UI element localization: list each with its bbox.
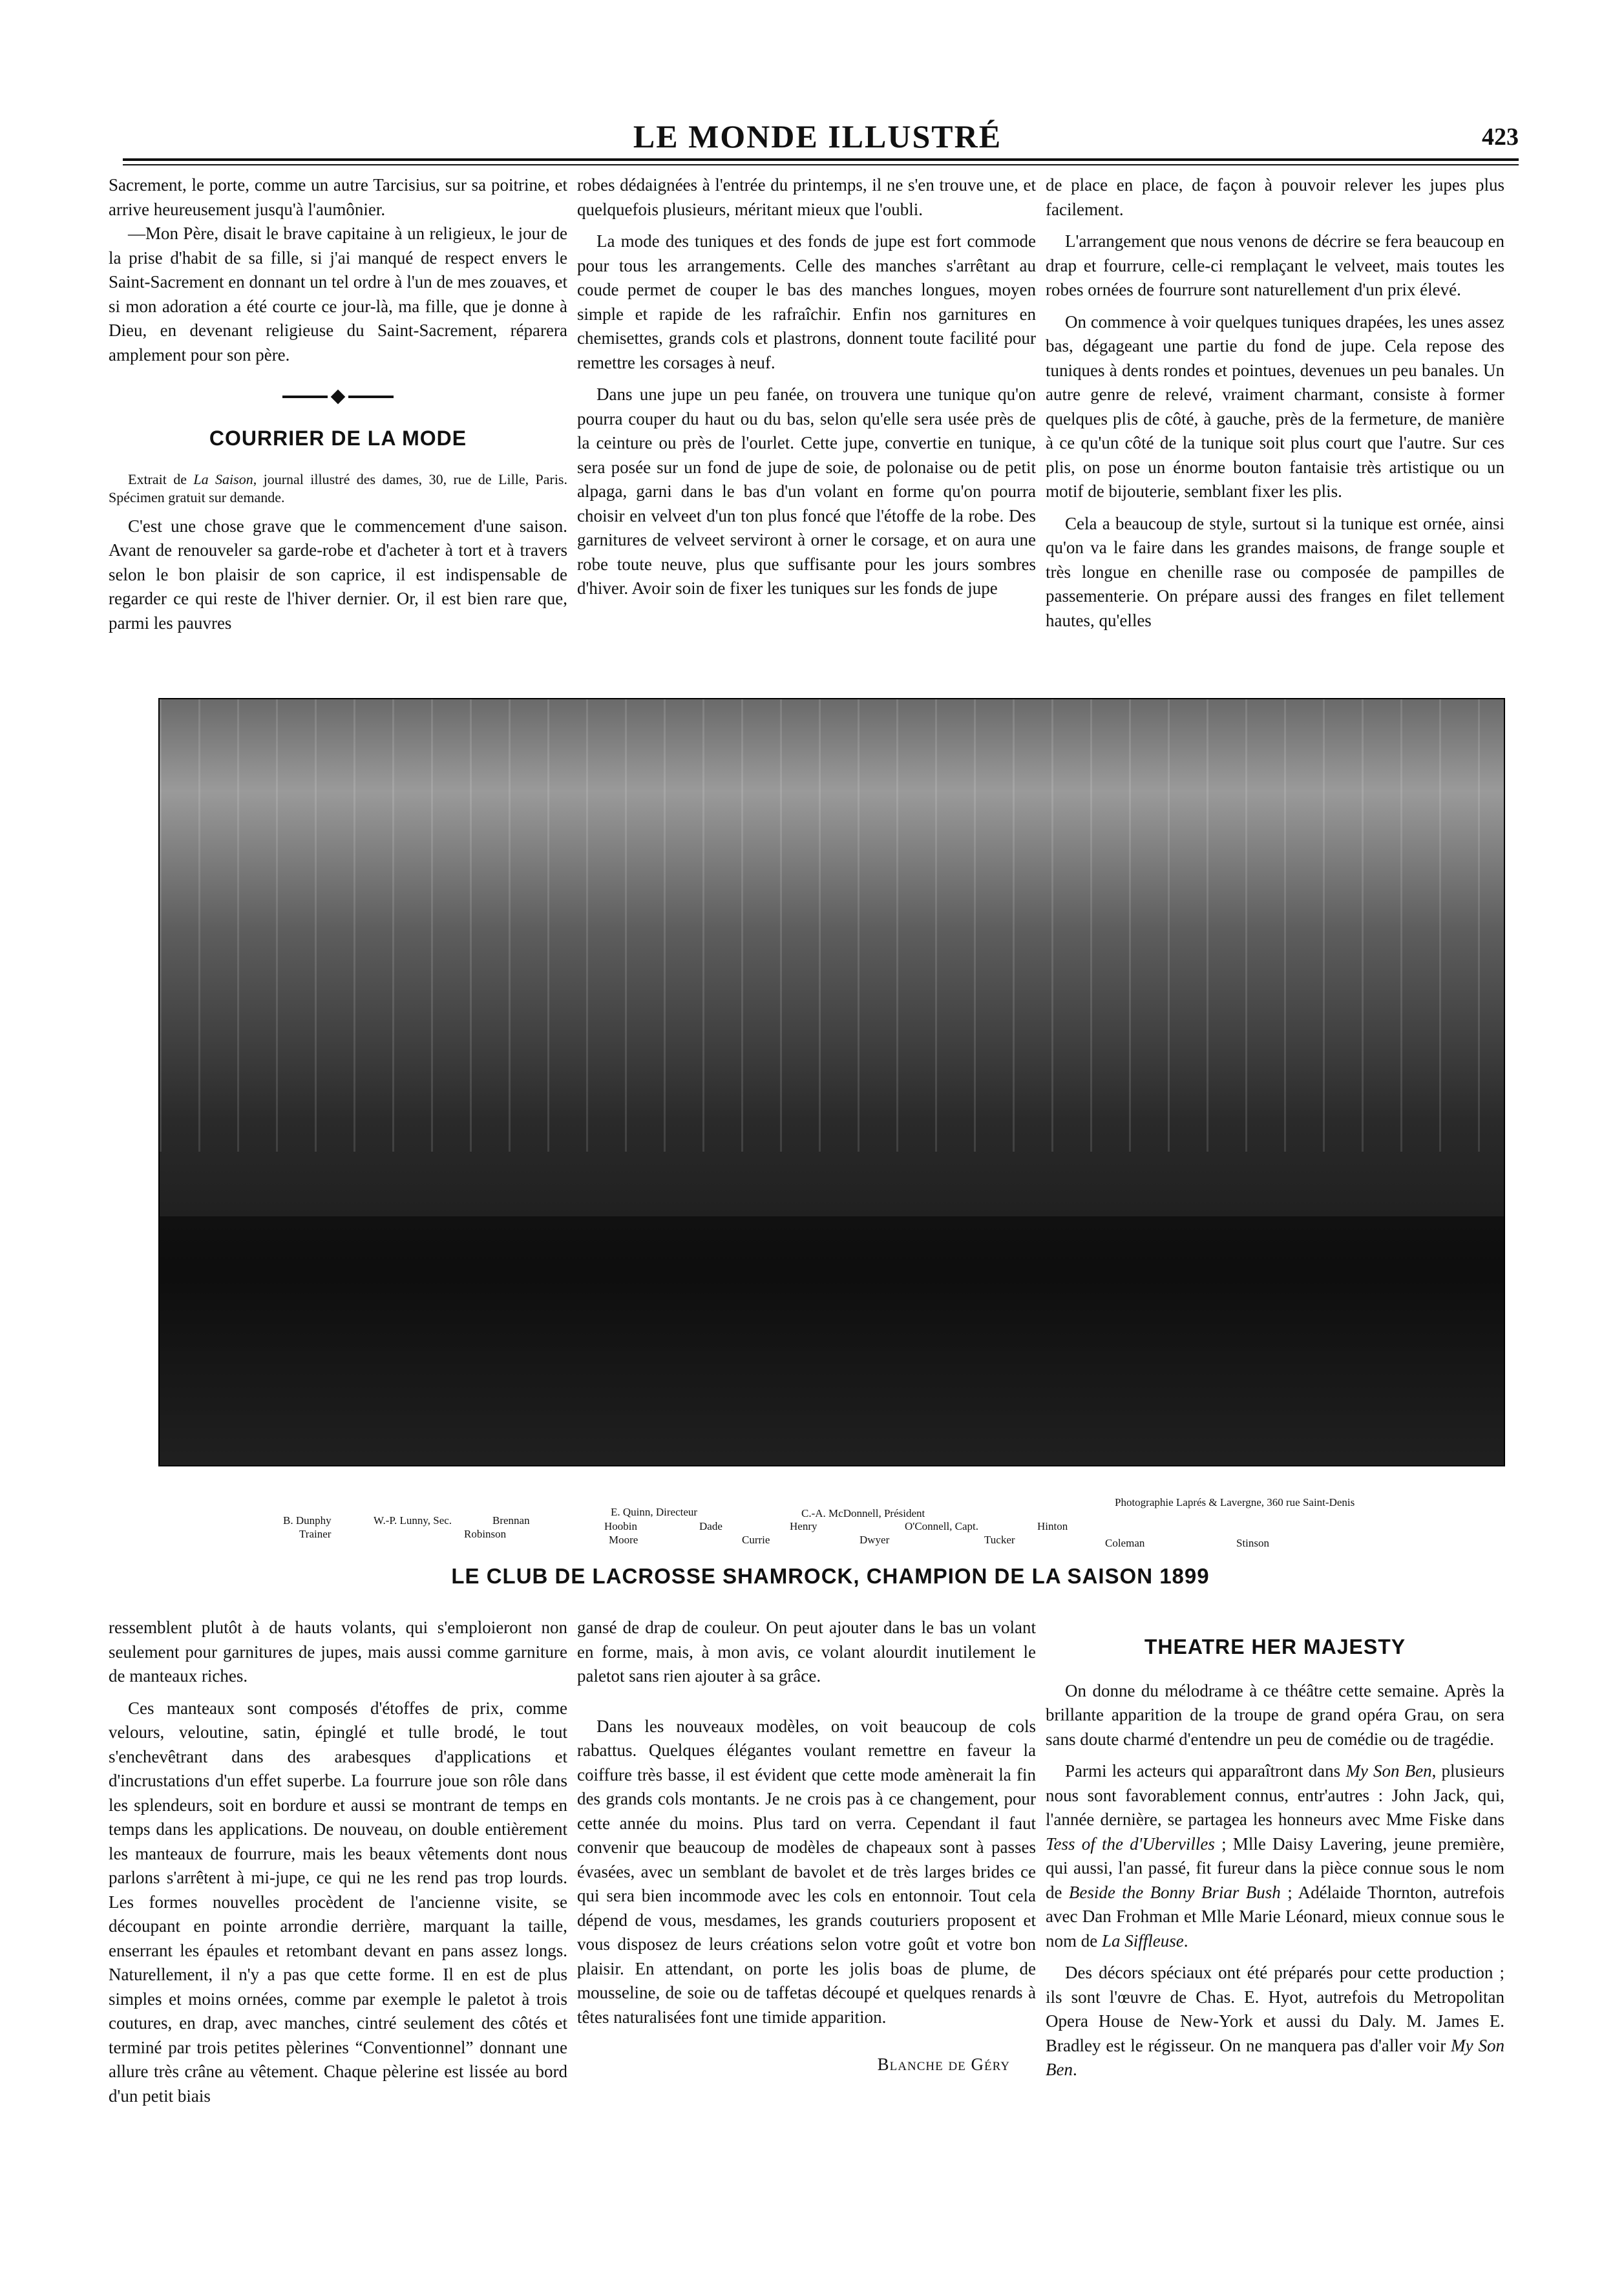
caption-name: E. Quinn, Directeur — [611, 1506, 698, 1518]
courrier-title: COURRIER DE LA MODE — [209, 427, 467, 450]
paragraph: Parmi les acteurs qui apparaîtront dans My Son Ben, plusieurs nous sont favorablement connus, entr'autres : John Jack, qui, l'année dernière, se partagea les honneurs avec Mme Fiske dans Tess of the d'Ubervilles ; Mlle Daisy Lavering, jeune première, qui aussi, l'an passé, fit fureur dans la pièce connue sous le nom de Beside the Bonny Briar Bush ; Adélaide Thornton, autrefois avec Dan Frohman et Mlle Marie Léonard, mieux connue sous le nom de La Siffleuse. — [1046, 1761, 1505, 1951]
caption-name: Robinson — [464, 1528, 507, 1540]
paragraph: Cela a beaucoup de style, surtout si la tunique est ornée, ainsi qu'on va le faire dans les grandes maisons, de frange souple et très longue en chenille rase ou composée de pampilles de passementerie. On prépare aussi des franges en filet tellement hautes, qu'elles — [1046, 513, 1504, 630]
masthead: LE MONDE ILLUSTRÉ — [633, 118, 1002, 154]
caption-name: O'Connell, Capt. — [905, 1520, 979, 1532]
caption-name: Hoobin — [604, 1520, 637, 1532]
header-rule — [123, 158, 1519, 161]
caption-name: Dade — [699, 1520, 722, 1532]
paragraph: On donne du mélodrame à ce théâtre cette semaine. Après la brillante apparition de la troupe de grand opéra Grau, on sera sans doute charmé d'entendre un peu de comédie ou de tragédie. — [1046, 1680, 1504, 1749]
caption-name: Henry — [790, 1520, 817, 1532]
theatre-title: THEATRE HER MAJESTY — [1144, 1635, 1406, 1658]
caption-name: B. Dunphy — [283, 1514, 332, 1527]
header-rule-thin — [123, 164, 1519, 165]
caption-name: Stinson — [1236, 1537, 1270, 1549]
caption-name: Trainer — [299, 1528, 332, 1540]
caption-name: Brennan — [492, 1514, 530, 1527]
paragraph: Des décors spéciaux ont été préparés pour cette production ; ils sont l'œuvre de Chas. E. Hyot, autrefois du Metropolitan Opera House de New-York et aussi du Daly. M. James E. Bradley est le régisseur. On ne manquera pas d'aller voir My Son Ben. — [1046, 1963, 1504, 2079]
caption-name: Moore — [609, 1534, 638, 1546]
caption-name: Tucker — [984, 1534, 1015, 1546]
team-photo — [158, 698, 1505, 1466]
top-middle-column — [577, 173, 1036, 601]
paragraph: ressemblent plutôt à de hauts volants, qui s'emploieront non seulement pour garnitures de jupes, mais aussi comme garniture de manteaux riches. — [109, 1618, 567, 1686]
caption-name: Coleman — [1105, 1537, 1145, 1549]
photo-credit: Photographie Laprés & Lavergne, 360 rue Saint-Denis — [1115, 1496, 1355, 1508]
paragraph: Ces manteaux sont composés d'étoffes de prix, comme velours, veloutine, satin, épinglé et tulle brodé, le tout s'enchevêtrant dans des arabesques d'applications et d'incrustations d'un effet superbe. La fourrure joue son rôle dans les splendeurs, soit en bordure et aussi se montrant de temps en temps dans les applications. De nouveau, on double entièrement les manteaux de fourrure, mais les beaux vêtements dont nous parlons s'arrêtent à mi-jupe, ce qui ne les rend pas trop lourds. Les formes nouvelles procèdent de l'ancienne visite, se découpant en pointe arrondie derrière, marquant la taille, enserrant les épaules et retombant devant en pans assez longs. Naturellement, il n'y a pas que cette forme. Il en est de plus simples et moins ornées, comme par exemple le paletot à trois coutures, en drap, avec manches, cintré seulement des côtés et terminé par trois petites pèlerines “Conventionnel” donnant une allure très crâne au vêtement. Chaque pèlerine est lissée au bord d'un petit biais — [109, 1698, 567, 2106]
caption-name: W.-P. Lunny, Sec. — [374, 1514, 452, 1527]
paragraph: gansé de drap de couleur. On peut ajouter dans le bas un volant en forme, mais, à mon avis, ce volant alourdit inutilement le paletot sans rien ajouter à sa grâce. — [577, 1618, 1036, 1686]
top-right-column — [1046, 173, 1504, 633]
caption-name: C.-A. McDonnell, Président — [801, 1507, 925, 1519]
caption-name: Hinton — [1037, 1520, 1068, 1532]
paragraph: L'arrangement que nous venons de décrire se fera beaucoup en drap et fourrure, celle-ci remplaçant le velveet, mais toutes les robes ornées de fourrure sont naturellement d'un prix élevé. — [1046, 231, 1504, 299]
bottom-middle-column — [577, 1616, 1036, 2077]
paragraph: robes dédaignées à l'entrée du printemps, il ne s'en trouve une, et quelquefois plusieurs, méritant mieux que l'oubli. — [577, 175, 1036, 219]
section-ornament — [109, 392, 567, 402]
paragraph: C'est une chose grave que le commencement d'une saison. Avant de renouveler sa garde-robe et d'acheter à tort et à travers selon le bon plaisir de son caprice, il est indispensable de regarder ce qui reste de l'hiver dernier. Or, il est bien rare que, parmi les pauvres — [109, 516, 567, 633]
signature: Blanche de Géry — [877, 2055, 1010, 2074]
paragraph: de place en place, de façon à pouvoir relever les jupes plus facilement. — [1046, 175, 1504, 219]
courrier-note: Extrait de La Saison, journal illustré des dames, 30, rue de Lille, Paris. Spécimen gratuit sur demande. — [109, 471, 567, 505]
page-number: 423 — [1482, 123, 1519, 151]
caption-name: Dwyer — [859, 1534, 890, 1546]
paragraph: Sacrement, le porte, comme un autre Tarcisius, sur sa poitrine, et arrive heureusement jusqu'à l'aumônier. — [109, 175, 567, 219]
top-left-column — [109, 173, 567, 635]
caption-name: Currie — [742, 1534, 770, 1546]
photo-caption: LE CLUB DE LACROSSE SHAMROCK, CHAMPION DE LA SAISON 1899 — [451, 1564, 1210, 1588]
paragraph: —Mon Père, disait le brave capitaine à un religieux, le jour de la prise d'habit de sa fille, si j'ai manqué de respect envers le Saint-Sacrement en donnant un tel ordre à l'un de mes zouaves, et si mon adoration a été courte ce jour-là, ma fille, que je donne à Dieu, en devenant religieuse du Saint-Sacrement, réparera amplement pour son père. — [109, 224, 567, 365]
paragraph: Dans les nouveaux modèles, on voit beaucoup de cols rabattus. Quelques élégantes voulant remettre en faveur la coiffure très basse, il est évident que cette mode amènerait la fin des grands cols montants. Je ne crois pas à ce changement, pour cette année du moins. Plus tard on verra. Cependant il faut convenir que beaucoup de modèles de chapeaux sont à passes évasées, avec un semblant de bavolet et de très larges brides ce qui sera bien incommode avec les cols en entonnoir. Tout cela dépend de vous, mesdames, les grands couturiers proposent et vous disposez de leurs créations selon votre goût et votre bon plaisir. En attendant, on porte les jolis boas de plume, de mousseline, de soie ou de taffetas découpé et quelques renards à têtes naturalisées font une timide apparition. — [577, 1716, 1036, 2027]
paragraph: Dans une jupe un peu fanée, on trouvera une tunique qu'on pourra couper du haut ou du bas, selon qu'elle sera usée près de la ceinture ou près de l'ourlet. Cette jupe, convertie en tunique, sera posée sur un fond de jupe de soie, de polonaise ou de petit alpaga, garni dans le bas d'un volant en forme qu'on pourra choisir en velveet d'un ton plus foncé que l'étoffe de la robe. Des garnitures de velveet serviront à orner le corsage, et on aura une robe toute neuve, plus que suffisante pour les jours sombres d'hiver. Avoir soin de fixer les tuniques sur les fonds de jupe — [577, 385, 1036, 598]
paragraph: On commence à voir quelques tuniques drapées, les unes assez bas, dégageant une partie du fond de jupe. Cela repose des tuniques à dents rondes et pointues, devenues un peu banales. Un autre genre de relevé, vraiment charmant, consiste à former quelques plis de côté, à gauche, près de la fermeture, de manière à ce qu'un côté de la tunique soit plus court que l'autre. Sur ces plis, on pose un énorme bouton fantaisie très artistique ou un motif de bijouterie, semblant fixer les plis. — [1046, 312, 1504, 501]
bottom-right-column — [1046, 1616, 1504, 2082]
paragraph: La mode des tuniques et des fonds de jupe est fort commode pour tous les arrangements. Celle des manches s'arrêtant au coude permet de couper le bas des manches longues, moyen simple et rapide de les rafraîchir. Enfin nos garnitures en chemisettes, grands cols et plastrons, donnent toute facilité pour remettre les corsages à neuf. — [577, 231, 1036, 372]
bottom-left-column — [109, 1616, 567, 2108]
